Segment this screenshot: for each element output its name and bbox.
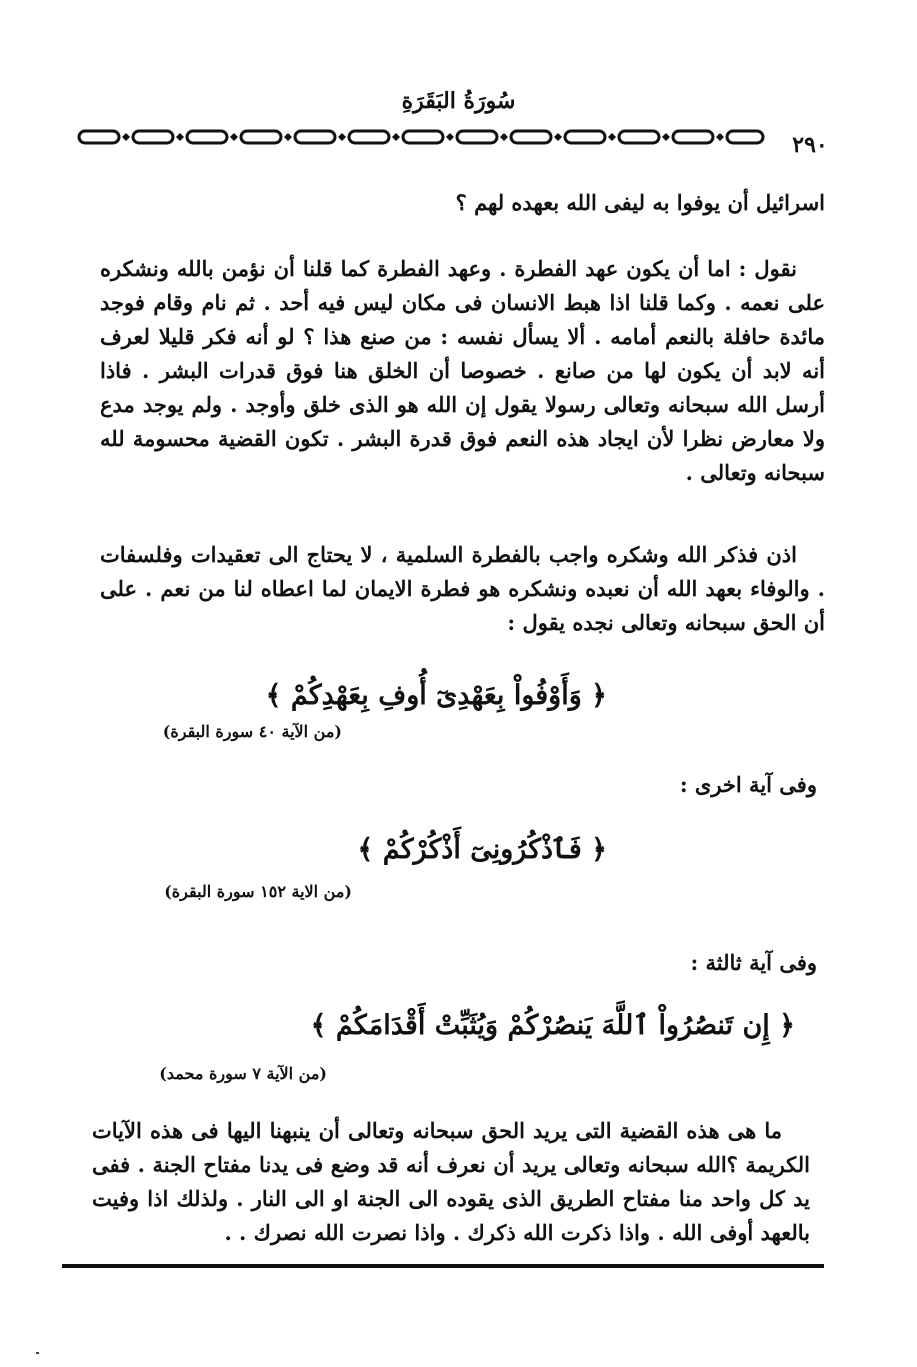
paragraph-text: اذن فذكر الله وشكره واجب بالفطرة السلمية ، لا يحتاج الى تعقيدات وفلسفات . والوفاء بعهد الله أن نعبده ونشكره هو فطرة الايمان لما اعطاه لنا من نعم . على أن الحق سبحانه وتعالى نجده يقول : — [100, 542, 825, 635]
scan-speck — [36, 1352, 39, 1354]
verse-reference: (من الآية ٧ سورة محمد) — [159, 1064, 327, 1083]
verse-intro: وفى آية ثالثة : — [690, 950, 817, 975]
page-number: ٢٩٠ — [792, 132, 828, 158]
verse-reference: (من الآية ٤٠ سورة البقرة) — [162, 722, 342, 741]
paragraph-text: اسرائيل أن يوفوا به ليفى الله بعهده لهم ؟ — [455, 190, 825, 215]
verse-reference: (من الاية ١٥٢ سورة البقرة) — [164, 882, 352, 901]
paragraph-fitra — [100, 252, 825, 490]
ornamental-border — [76, 128, 766, 146]
quran-verse: ﴿ إِن تَنصُرُواْ ٱللَّهَ يَنصُرْكُمْ وَيُثَبِّتْ أَقْدَامَكُمْ ﴾ — [310, 1010, 795, 1041]
paragraph-text: نقول : اما أن يكون عهد الفطرة . وعهد الفطرة كما قلنا أن نؤمن بالله ونشكره على نعمه . وكما قلنا اذا هبط الانسان فى مكان ليس فيه أحد . ثم نام وقام فوجد مائدة حافلة بالنعم أمامه . ألا يسأل نفسه : من صنع هذا ؟ لو أنه فكر قليلا لعرف أنه لابد أن يكون لها من صانع . خصوصا أن الخلق هنا فوق قدرات البشر . فاذا أرسل الله سبحانه وتعالى رسولا يقول إن الله هو الذى خلق وأوجد . ولم يوجد مدع ولا معارض نظرا لأن ايجاد هذه النعم فوق قدرة البشر . تكون القضية محسومة لله سبحانه وتعالى . — [100, 256, 825, 485]
paragraph-remembrance — [100, 538, 825, 640]
paragraph-continuation — [100, 186, 825, 220]
quran-verse: ﴿ وَأَوْفُواْ بِعَهْدِىٓ أُوفِ بِعَهْدِكُمْ ﴾ — [265, 680, 607, 711]
quran-verse: ﴿ فَٱذْكُرُونِىٓ أَذْكُرْكُمْ ﴾ — [357, 834, 607, 865]
surah-title: سُورَةُ البَقَرَةِ — [401, 88, 516, 114]
verse-intro: وفى آية اخرى : — [679, 772, 817, 797]
footer-rule — [62, 1264, 824, 1268]
paragraph-closing — [92, 1114, 810, 1250]
paragraph-text: ما هى هذه القضية التى يريد الحق سبحانه وتعالى أن ينبهنا اليها فى هذه الآيات الكريمة ؟الله سبحانه وتعالى يريد أن نعرف أنه قد وضع فى يدنا مفتاح الجنة . ففى يد كل واحد منا مفتاح الطريق الذى يقوده الى الجنة او الى النار . ولذلك اذا وفيت بالعهد أوفى الله . واذا ذكرت الله ذكرك . واذا نصرت الله نصرك . . — [92, 1118, 810, 1245]
